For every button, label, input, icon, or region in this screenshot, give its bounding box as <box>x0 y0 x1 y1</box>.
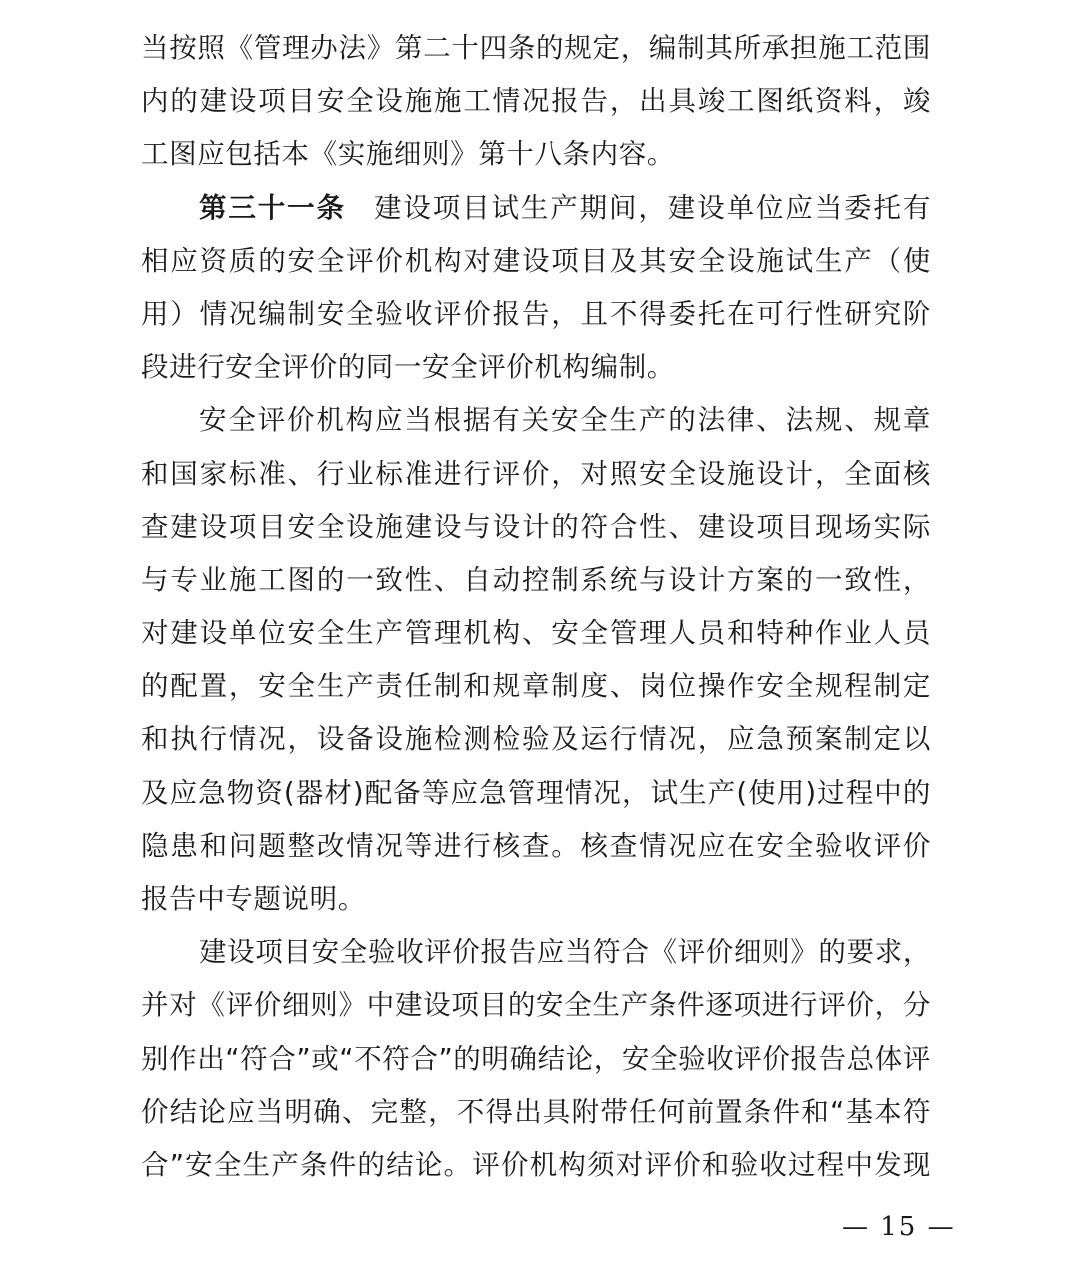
text-span: 建设项目试生产期间，建设单位应当委托有 <box>373 191 931 224</box>
evaluation-paragraph <box>141 394 931 926</box>
text-line: 查建设项目安全设施建设与设计的符合性、建设项目现场实际 <box>141 510 931 543</box>
article-heading: 第三十一条 <box>199 191 346 224</box>
text-line: 与专业施工图的一致性、自动控制系统与设计方案的一致性， <box>141 563 931 596</box>
text-line: 建设项目安全验收评价报告应当符合《评价细则》的要求， <box>199 936 931 969</box>
text-line <box>141 182 931 235</box>
text-line: 并对《评价细则》中建设项目的安全生产条件逐项进行评价，分 <box>141 989 931 1022</box>
text-line: 用）情况编制安全验收评价报告，且不得委托在可行性研究阶 <box>141 297 931 330</box>
paragraph-continuation <box>141 22 931 182</box>
text-line: 隐患和问题整改情况等进行核查。核查情况应在安全验收评价 <box>141 829 931 862</box>
text-line: 和执行情况，设备设施检测检验及运行情况，应急预案制定以 <box>141 723 931 756</box>
text-line: 安全评价机构应当根据有关安全生产的法律、法规、规章 <box>199 404 931 437</box>
text-line: 合”安全生产条件的结论。评价机构须对评价和验收过程中发现 <box>141 1148 931 1181</box>
text-line: 的配置，安全生产责任制和规章制度、岗位操作安全规程制定 <box>141 670 931 703</box>
text-line: 报告中专题说明。 <box>141 883 366 915</box>
text-line: 别作出“符合”或“不符合”的明确结论，安全验收评价报告总体评 <box>141 1042 931 1075</box>
text-line: 价结论应当明确、完整，不得出具附带任何前置条件和“基本符 <box>141 1095 931 1128</box>
document-body <box>141 22 931 1192</box>
page-number: — 15 — <box>842 1212 956 1242</box>
text-line: 工图应包括本《实施细则》第十八条内容。 <box>141 138 675 171</box>
article-31-paragraph <box>141 182 931 395</box>
text-line: 及应急物资(器材)配备等应急管理情况，试生产(使用)过程中的 <box>141 776 931 809</box>
text-line: 段进行安全评价的同一安全评价机构编制。 <box>141 351 675 384</box>
text-line: 和国家标准、行业标准进行评价，对照安全设施设计，全面核 <box>141 457 931 490</box>
text-line: 相应资质的安全评价机构对建设项目及其安全设施试生产（使 <box>141 244 931 277</box>
text-line: 对建设单位安全生产管理机构、安全管理人员和特种作业人员 <box>141 617 931 650</box>
text-line: 当按照《管理办法》第二十四条的规定，编制其所承担施工范围 <box>141 32 931 64</box>
text-line: 内的建设项目安全设施施工情况报告，出具竣工图纸资料，竣 <box>141 85 931 118</box>
report-requirements-paragraph <box>141 926 931 1192</box>
